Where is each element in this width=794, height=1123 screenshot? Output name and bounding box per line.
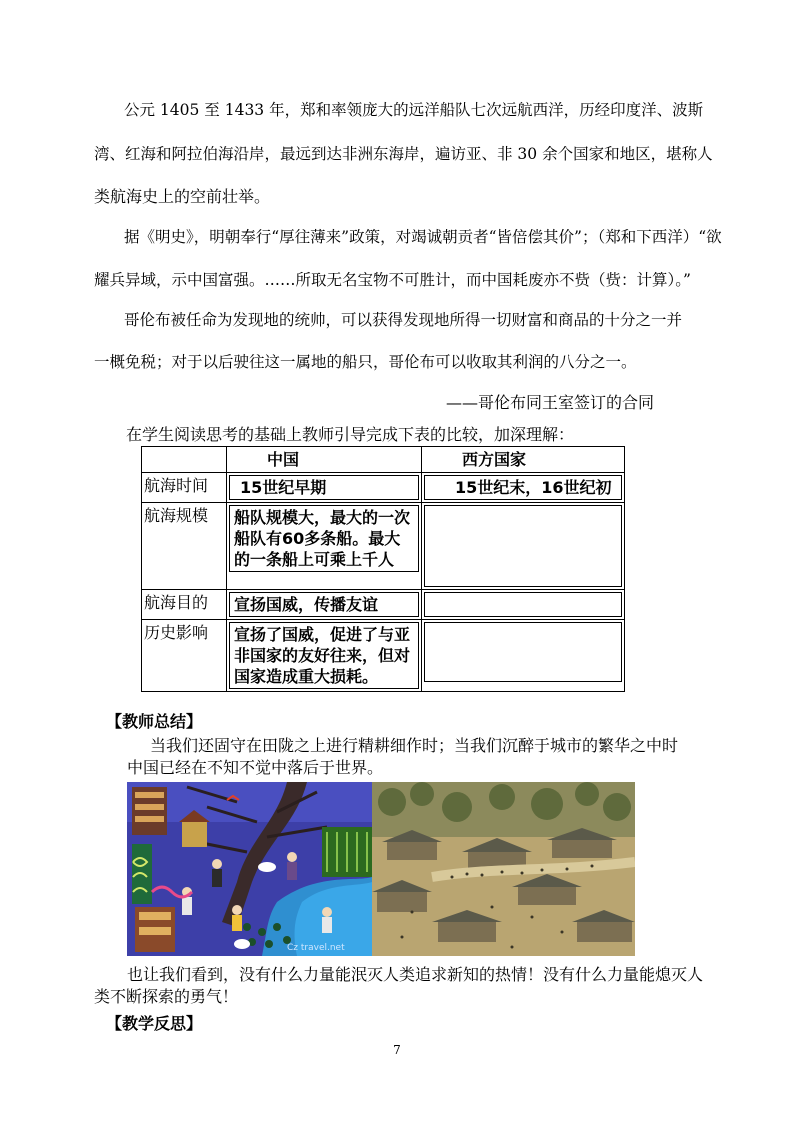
para1-line1: 公元 1405 至 1433 年，郑和率领庞大的远洋船队七次远航西洋，历经印度洋、波斯 (124, 101, 704, 119)
row-label: 航海规模 (142, 503, 227, 590)
row-label: 航海目的 (142, 590, 227, 620)
page-number: 7 (393, 1043, 401, 1057)
para3-line2: 一概免税；对于以后驶往这一属地的船只，哥伦布可以收取其利润的八分之一。 (94, 353, 637, 371)
header-china: 中国 (227, 447, 422, 473)
table-header-row (142, 447, 625, 473)
header-west: 西方国家 (422, 447, 625, 473)
para1-line3: 类航海史上的空前壮举。 (94, 187, 271, 206)
china-cell: 宣扬了国威，促进了与亚非国家的友好往来，但对国家造成重大损耗。 (229, 622, 419, 689)
west-cell (424, 622, 622, 682)
para2-line1: 据《明史》，明朝奉行“厚往薄来”政策，对竭诚朝贡者“皆倍偿其价”；（郑和下西洋）“欲 (124, 228, 722, 246)
closing-line1: 也让我们看到，没有什么力量能泯灭人类追求新知的热情！没有什么力量能熄灭人 (127, 965, 704, 984)
china-cell: 船队规模大，最大的一次船队有60多条船。最大的一条船上可乘上千人 (229, 505, 419, 572)
row-label: 历史影响 (142, 620, 227, 692)
reflection-heading: 【教学反思】 (106, 1014, 203, 1033)
table-row (142, 590, 625, 620)
summary-heading: 【教师总结】 (106, 712, 203, 731)
west-cell: 15世纪末，16世纪初 (424, 475, 622, 500)
farm-painting-image (127, 782, 372, 956)
closing-line2: 类不断探索的勇气！ (94, 987, 239, 1006)
header-empty (142, 447, 227, 473)
table-intro: 在学生阅读思考的基础上教师引导完成下表的比较，加深理解： (126, 425, 575, 444)
table-row (142, 503, 625, 590)
comparison-table (141, 446, 625, 692)
city-scroll-painting-image (372, 782, 635, 956)
west-cell (424, 592, 622, 617)
image-watermark: Cz travel.net (287, 943, 345, 953)
para2-line2: 耀兵异域，示中国富强。……所取无名宝物不可胜计，而中国耗废亦不赀（赀：计算）。” (94, 271, 691, 289)
contract-source: ——哥伦布同王室签订的合同 (446, 393, 655, 412)
summary-line2: 中国已经在不知不觉中落后于世界。 (127, 758, 384, 777)
china-cell: 宣扬国威，传播友谊 (229, 592, 419, 617)
table-row (142, 473, 625, 503)
table-row (142, 620, 625, 692)
west-cell (424, 505, 622, 587)
row-label: 航海时间 (142, 473, 227, 503)
para3-line1: 哥伦布被任命为发现地的统帅，可以获得发现地所得一切财富和商品的十分之一并 (124, 311, 683, 329)
summary-line1: 当我们还固守在田陇之上进行精耕细作时；当我们沉醉于城市的繁华之中时 (150, 736, 679, 755)
china-cell: 15世纪早期 (229, 475, 419, 500)
para1-line2: 湾、红海和阿拉伯海沿岸，最远到达非洲东海岸，遍访亚、非 30 余个国家和地区，堪称人 (94, 145, 713, 163)
